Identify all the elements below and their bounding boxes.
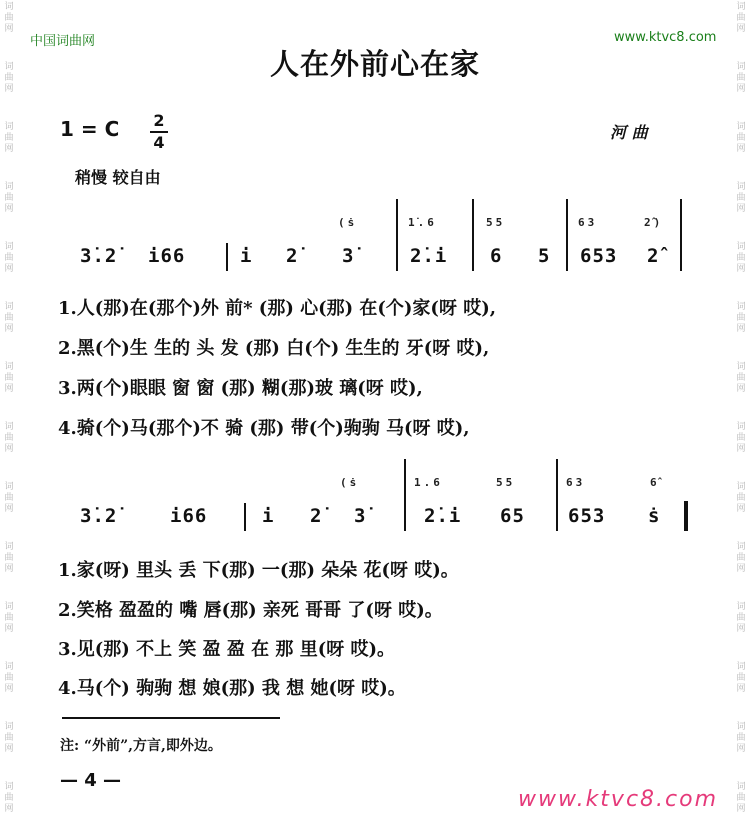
margin-watermark-glyph: 网 bbox=[736, 564, 746, 574]
left-margin-watermark bbox=[2, 0, 16, 839]
margin-watermark-glyph: 词 bbox=[736, 242, 746, 252]
watermark-url: www.ktvc8.com bbox=[518, 787, 719, 812]
note-group: i bbox=[240, 245, 253, 267]
lyric-line: 4.骑(个)马(那个)不 骑 (那) 带(个)驹驹 马(呀 哎), bbox=[58, 418, 470, 439]
margin-watermark-glyph: 曲 bbox=[4, 313, 14, 323]
margin-watermark-glyph: 词 bbox=[4, 782, 14, 792]
margin-watermark-glyph: 词 bbox=[4, 302, 14, 312]
note-group: 2̇.i bbox=[410, 245, 448, 267]
margin-watermark-glyph: 曲 bbox=[736, 193, 746, 203]
margin-watermark-glyph: 曲 bbox=[736, 313, 746, 323]
margin-watermark-glyph: 网 bbox=[736, 624, 746, 634]
margin-watermark-glyph: 网 bbox=[4, 384, 14, 394]
margin-watermark-glyph: 网 bbox=[736, 24, 746, 34]
margin-watermark-glyph: 曲 bbox=[4, 373, 14, 383]
note-group: 6 bbox=[490, 245, 503, 267]
upper-note: 63 bbox=[578, 216, 598, 229]
margin-watermark-glyph: 网 bbox=[736, 684, 746, 694]
margin-watermark-glyph: 词 bbox=[4, 62, 14, 72]
upper-note: 55 bbox=[486, 216, 506, 229]
margin-watermark-glyph: 曲 bbox=[4, 193, 14, 203]
time-signature-top: 2 bbox=[153, 111, 165, 130]
margin-watermark-glyph: 曲 bbox=[736, 553, 746, 563]
margin-watermark-glyph: 曲 bbox=[736, 133, 746, 143]
margin-watermark-glyph: 网 bbox=[4, 24, 14, 34]
key-signature: 1 = C bbox=[60, 117, 120, 141]
margin-watermark-glyph: 词 bbox=[736, 602, 746, 612]
margin-watermark-glyph: 网 bbox=[736, 264, 746, 274]
margin-watermark-glyph: 词 bbox=[736, 182, 746, 192]
bar-line bbox=[396, 199, 398, 271]
margin-watermark-glyph: 曲 bbox=[4, 13, 14, 23]
margin-watermark-glyph: 网 bbox=[736, 804, 746, 814]
lyric-line: 1.人(那)在(那个)外 前* (那) 心(那) 在(个)家(呀 哎), bbox=[58, 298, 497, 319]
margin-watermark-glyph: 词 bbox=[736, 302, 746, 312]
upper-note: 6̂ bbox=[650, 476, 660, 489]
margin-watermark-glyph: 词 bbox=[736, 542, 746, 552]
upper-note: (ṡ bbox=[338, 216, 358, 229]
note-group: 2̇.i bbox=[424, 505, 462, 527]
lyric-line: 4.马(个) 驹驹 想 娘(那) 我 想 她(呀 哎)。 bbox=[58, 678, 406, 699]
margin-watermark-glyph: 词 bbox=[4, 242, 14, 252]
margin-watermark-glyph: 网 bbox=[4, 624, 14, 634]
margin-watermark-glyph: 曲 bbox=[736, 253, 746, 263]
margin-watermark-glyph: 网 bbox=[4, 564, 14, 574]
bar-line bbox=[226, 243, 228, 271]
margin-watermark-glyph: 网 bbox=[4, 144, 14, 154]
margin-watermark-glyph: 曲 bbox=[736, 73, 746, 83]
note-group: 653 bbox=[580, 245, 618, 267]
margin-watermark-glyph: 词 bbox=[736, 782, 746, 792]
margin-watermark-glyph: 词 bbox=[736, 422, 746, 432]
time-signature bbox=[150, 112, 168, 152]
margin-watermark-glyph: 词 bbox=[736, 62, 746, 72]
note-group: i bbox=[262, 505, 275, 527]
note-group: i66 bbox=[170, 505, 208, 527]
lyric-line: 3.见(那) 不上 笑 盈 盈 在 那 里(呀 哎)。 bbox=[58, 639, 395, 660]
bar-line bbox=[244, 503, 246, 531]
bar-line bbox=[472, 199, 474, 271]
margin-watermark-glyph: 曲 bbox=[736, 493, 746, 503]
margin-watermark-glyph: 曲 bbox=[4, 673, 14, 683]
margin-watermark-glyph: 曲 bbox=[736, 13, 746, 23]
margin-watermark-glyph: 曲 bbox=[736, 373, 746, 383]
note-group: 2̂ bbox=[647, 245, 660, 267]
margin-watermark-glyph: 网 bbox=[4, 264, 14, 274]
margin-watermark-glyph: 网 bbox=[736, 744, 746, 754]
margin-watermark-glyph: 曲 bbox=[4, 433, 14, 443]
margin-watermark-glyph: 词 bbox=[4, 362, 14, 372]
note-group: ṡ bbox=[648, 505, 661, 527]
margin-watermark-glyph: 网 bbox=[4, 804, 14, 814]
margin-watermark-glyph: 网 bbox=[4, 204, 14, 214]
repeat-bar-line bbox=[684, 501, 688, 531]
note-group: 3̇.2̇ bbox=[80, 245, 118, 267]
margin-watermark-glyph: 词 bbox=[736, 122, 746, 132]
margin-watermark-glyph: 网 bbox=[4, 324, 14, 334]
composer-label: 河 曲 bbox=[610, 123, 648, 142]
lyric-line: 3.两(个)眼眼 窗 窗 (那) 糊(那)玻 璃(呀 哎), bbox=[58, 378, 423, 399]
margin-watermark-glyph: 曲 bbox=[4, 553, 14, 563]
margin-watermark-glyph: 词 bbox=[4, 422, 14, 432]
margin-watermark-glyph: 曲 bbox=[4, 133, 14, 143]
margin-watermark-glyph: 网 bbox=[736, 84, 746, 94]
margin-watermark-glyph: 网 bbox=[736, 384, 746, 394]
margin-watermark-glyph: 曲 bbox=[736, 793, 746, 803]
footnote-divider bbox=[62, 717, 280, 719]
margin-watermark-glyph: 词 bbox=[4, 662, 14, 672]
bar-line bbox=[680, 199, 682, 271]
margin-watermark-glyph: 曲 bbox=[4, 613, 14, 623]
margin-watermark-glyph: 词 bbox=[736, 362, 746, 372]
bar-line bbox=[556, 459, 558, 531]
system-1-notation bbox=[0, 216, 750, 275]
margin-watermark-glyph: 网 bbox=[736, 324, 746, 334]
lyric-line: 2.笑格 盈盈的 嘴 唇(那) 亲死 哥哥 了(呀 哎)。 bbox=[58, 600, 443, 621]
note-group: 2̇ bbox=[310, 505, 323, 527]
margin-watermark-glyph: 曲 bbox=[4, 253, 14, 263]
margin-watermark-glyph: 网 bbox=[736, 204, 746, 214]
footnote: 注: “外前”,方言,即外边。 bbox=[60, 738, 222, 754]
system-2-notation bbox=[0, 476, 750, 535]
site-name-label: 中国词曲网 bbox=[30, 34, 96, 49]
margin-watermark-glyph: 曲 bbox=[4, 793, 14, 803]
margin-watermark-glyph: 曲 bbox=[736, 613, 746, 623]
margin-watermark-glyph: 词 bbox=[4, 602, 14, 612]
margin-watermark-glyph: 词 bbox=[736, 482, 746, 492]
note-group: 3̇.2̇ bbox=[80, 505, 118, 527]
margin-watermark-glyph: 曲 bbox=[736, 433, 746, 443]
margin-watermark-glyph: 词 bbox=[736, 2, 746, 12]
margin-watermark-glyph: 曲 bbox=[736, 733, 746, 743]
margin-watermark-glyph: 曲 bbox=[4, 493, 14, 503]
note-group: 3̇ bbox=[354, 505, 367, 527]
lyric-line: 1.家(呀) 里头 丢 下(那) 一(那) 朵朵 花(呀 哎)。 bbox=[58, 560, 459, 581]
upper-note: 63 bbox=[566, 476, 586, 489]
upper-note: 1.6 bbox=[414, 476, 443, 489]
site-url-link[interactable]: www.ktvc8.com bbox=[614, 30, 717, 45]
margin-watermark-glyph: 网 bbox=[736, 504, 746, 514]
page-number: — 4 — bbox=[60, 770, 122, 791]
note-group: i66 bbox=[148, 245, 186, 267]
note-group: 653 bbox=[568, 505, 606, 527]
margin-watermark-glyph: 词 bbox=[4, 482, 14, 492]
margin-watermark-glyph: 词 bbox=[4, 542, 14, 552]
upper-note: 2̂) bbox=[644, 216, 664, 229]
margin-watermark-glyph: 网 bbox=[736, 144, 746, 154]
margin-watermark-glyph: 词 bbox=[736, 662, 746, 672]
margin-watermark-glyph: 词 bbox=[4, 122, 14, 132]
margin-watermark-glyph: 曲 bbox=[4, 733, 14, 743]
song-title: 人在外前心在家 bbox=[269, 47, 480, 81]
margin-watermark-glyph: 网 bbox=[4, 684, 14, 694]
bar-line bbox=[566, 199, 568, 271]
margin-watermark-glyph: 网 bbox=[4, 84, 14, 94]
note-group: 2̇ bbox=[286, 245, 299, 267]
margin-watermark-glyph: 曲 bbox=[4, 73, 14, 83]
upper-note: 55 bbox=[496, 476, 516, 489]
margin-watermark-glyph: 词 bbox=[4, 722, 14, 732]
margin-watermark-glyph: 网 bbox=[4, 744, 14, 754]
upper-note: (ṡ bbox=[340, 476, 360, 489]
note-group: 5 bbox=[538, 245, 551, 267]
tempo-marking: 稍慢 较自由 bbox=[75, 168, 161, 187]
margin-watermark-glyph: 网 bbox=[4, 504, 14, 514]
right-margin-watermark bbox=[734, 0, 748, 839]
lyric-line: 2.黑(个)生 生的 头 发 (那) 白(个) 生生的 牙(呀 哎), bbox=[58, 338, 490, 359]
margin-watermark-glyph: 词 bbox=[4, 182, 14, 192]
margin-watermark-glyph: 网 bbox=[4, 444, 14, 454]
upper-note: 1̇.6 bbox=[408, 216, 437, 229]
bar-line bbox=[404, 459, 406, 531]
note-group: 65 bbox=[500, 505, 525, 527]
time-signature-bottom: 4 bbox=[153, 133, 165, 152]
margin-watermark-glyph: 词 bbox=[736, 722, 746, 732]
margin-watermark-glyph: 网 bbox=[736, 444, 746, 454]
margin-watermark-glyph: 词 bbox=[4, 2, 14, 12]
note-group: 3̇ bbox=[342, 245, 355, 267]
margin-watermark-glyph: 曲 bbox=[736, 673, 746, 683]
